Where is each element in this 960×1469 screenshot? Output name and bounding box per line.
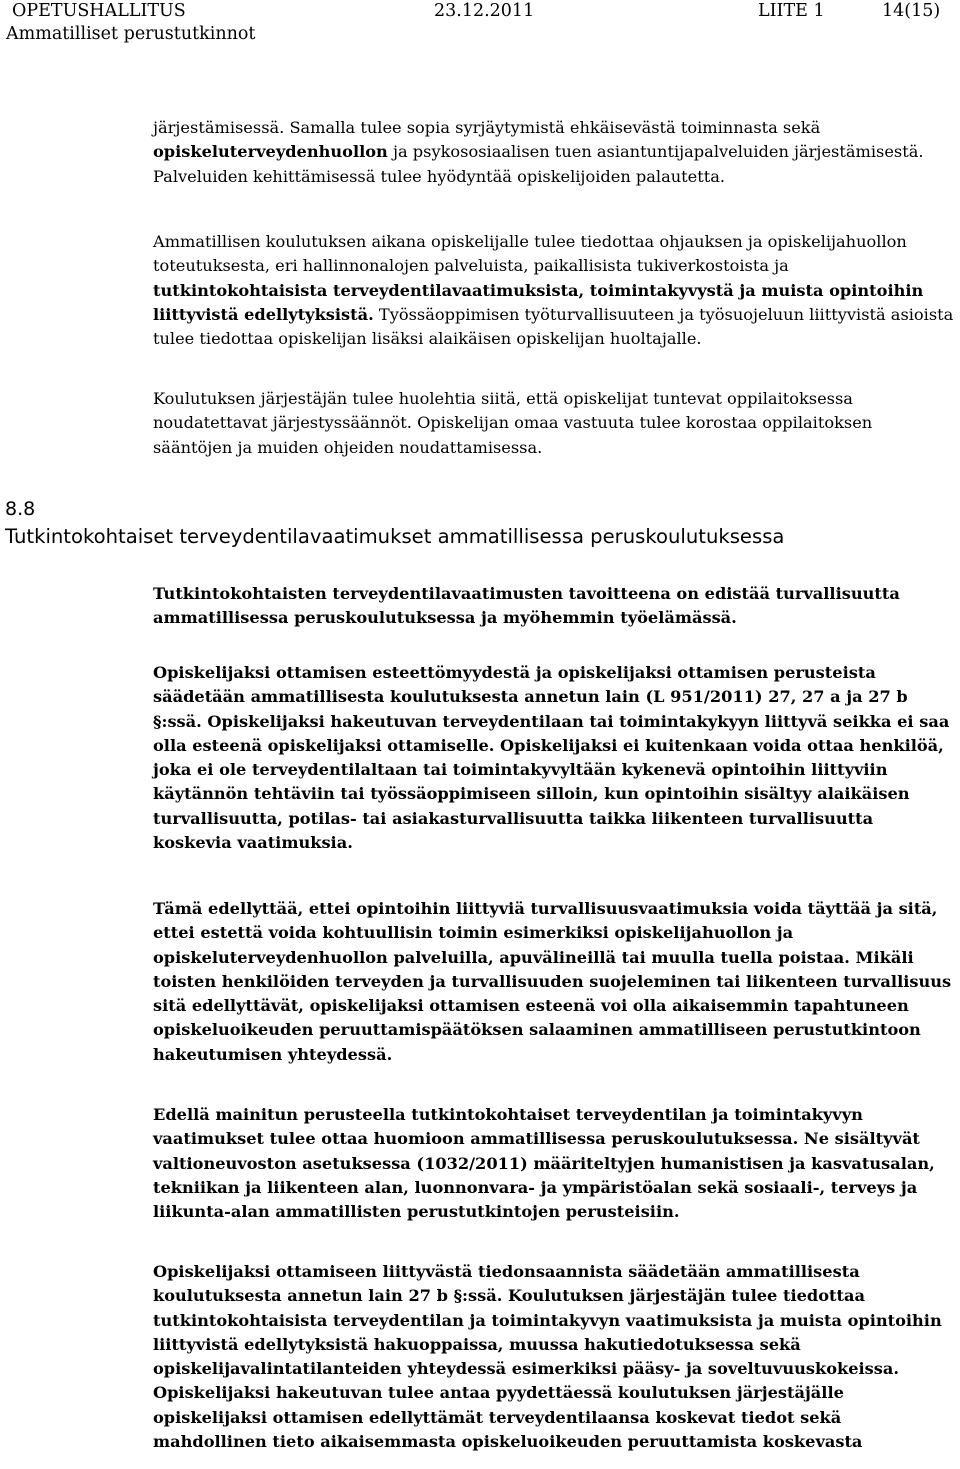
text-run: ja psykososiaalisen tuen asiantuntijapalveluiden järjestämisestä. Palveluiden kehittämisessä tulee hyödyntää opiskelijoiden palautetta. [153,142,924,186]
intro-paragraph-3 [153,387,955,460]
section-paragraph-3 [153,897,955,1067]
paragraph-text [153,230,955,351]
section-paragraph-1 [153,582,955,631]
section-title: Tutkintokohtaiset terveydentilavaatimukset ammatillisessa peruskoulutuksessa [5,525,785,548]
paragraph-text: Edellä mainitun perusteella tutkintokohtaiset terveydentilan ja toimintakyvyn vaatimukset tulee ottaa huomioon ammatillisessa peruskoulutuksessa. Ne sisältyvät valtioneuvoston asetuksessa (1032/2011) määriteltyjen humanistisen ja kasvatusalan, tekniikan ja liikenteen alan, luonnonvara- ja ympäristöalan sekä sosiaali-, terveys ja liikunta-alan ammatillisten perustutkintojen perusteisiin. [153,1105,935,1222]
section-paragraph-4 [153,1103,955,1224]
text-run: järjestämisessä. Samalla tulee sopia syrjäytymistä ehkäisevästä toiminnasta sekä [153,118,821,137]
header-date: 23.12.2011 [434,1,535,21]
bold-text-run: opiskeluterveydenhuollon [153,142,388,162]
intro-paragraph-2 [153,230,955,351]
header-subtitle: Ammatilliset perustutkinnot [6,24,256,44]
paragraph-text: Tutkintokohtaisten terveydentilavaatimusten tavoitteena on edistää turvallisuutta ammatillisessa peruskoulutuksessa ja myöhemmin työelämässä. [153,584,900,628]
text-run: Työssäoppimisen työturvallisuuteen ja työsuojeluun liittyvistä asioista tulee tiedottaa opiskelijan lisäksi alaikäisen opiskelijan huoltajalle. [153,304,954,349]
header-annex: LIITE 1 [758,1,825,21]
paragraph-text: Opiskelijaksi ottamiseen liittyvästä tiedonsaannista säädetään ammatillisesta koulutuksesta annetun lain 27 b §:ssä. Koulutuksen järjestäjän tulee tiedottaa tutkintokohtaisista terveydentilan ja toimintakyvyn vaatimuksista ja muista opintoihin liittyvistä edellytyksistä hakuoppaissa, muussa hakutiedotuksessa sekä opiskelijavalintatilanteiden yhteydessä esimerkiksi pääsy- ja soveltuvuuskokeissa. Opiskelijaksi hakeutuvan tulee antaa pyydettäessä koulutuksen järjestäjälle opiskelijaksi ottamisen edellyttämät terveydentilaansa koskevat tiedot sekä mahdollinen tieto aikaisemmasta opiskeluoikeuden peruuttamista koskevasta [153,1262,942,1452]
section-number: 8.8 [5,498,36,520]
header-page-number: 14(15) [882,1,941,21]
section-paragraph-2 [153,661,955,855]
bold-text-run: tutkintokohtaisista terveydentilavaatimuksista, toimintakyvystä ja muista opintoihin liittyvistä edellytyksistä. [153,280,924,324]
intro-paragraph-1 [153,116,955,189]
paragraph-text: Tämä edellyttää, ettei opintoihin liittyviä turvallisuusvaatimuksia voida täyttää ja sitä, ettei estettä voida kohtuullisin toimin esimerkiksi opiskelijahuollon ja opiskeluterveydenhuollon palveluilla, apuvälineillä tai muulla tuella poistaa. Mikäli toisten henkilöiden terveyden ja turvallisuuden suojeleminen tai liikenteen turvallisuus sitä edellyttävät, opiskelijaksi ottamisen esteenä voi olla aikaisemmin tapahtuneen opiskeluoikeuden peruuttamispäätöksen salaaminen ammatilliseen perustutkintoon hakeutumisen yhteydessä. [153,899,952,1064]
section-paragraph-5 [153,1260,955,1454]
paragraph-text [153,116,955,189]
text-run: Ammatillisen koulutuksen aikana opiskelijalle tulee tiedottaa ohjauksen ja opiskelijahuollon toteutuksesta, eri hallinnonalojen palveluista, paikallisista tukiverkostoista ja [153,232,907,276]
paragraph-text: Koulutuksen järjestäjän tulee huolehtia siitä, että opiskelijat tuntevat oppilaitoksessa noudatettavat järjestyssäännöt. Opiskelijan omaa vastuuta tulee korostaa oppilaitoksen sääntöjen ja muiden ohjeiden noudattamisessa. [153,389,873,457]
header-organization: OPETUSHALLITUS [12,1,186,21]
paragraph-text: Opiskelijaksi ottamisen esteettömyydestä ja opiskelijaksi ottamisen perusteista säädetään ammatillisesta koulutuksesta annetun lain (L 951/2011) 27, 27 a ja 27 b §:ssä. Opiskelijaksi hakeutuvan terveydentilaan tai toimintakykyyn liittyvä seikka ei saa olla esteenä opiskelijaksi ottamiselle. Opiskelijaksi ei kuitenkaan voida ottaa henkilöä, joka ei ole terveydentilaltaan tai toimintakyvyltään kykenevä opintoihin liittyviin käytännön tehtäviin tai työssäoppimiseen silloin, kun opintoihin sisältyy alaikäisen turvallisuutta, potilas- tai asiakasturvallisuutta taikka liikenteen turvallisuutta koskevia vaatimuksia. [153,663,950,853]
